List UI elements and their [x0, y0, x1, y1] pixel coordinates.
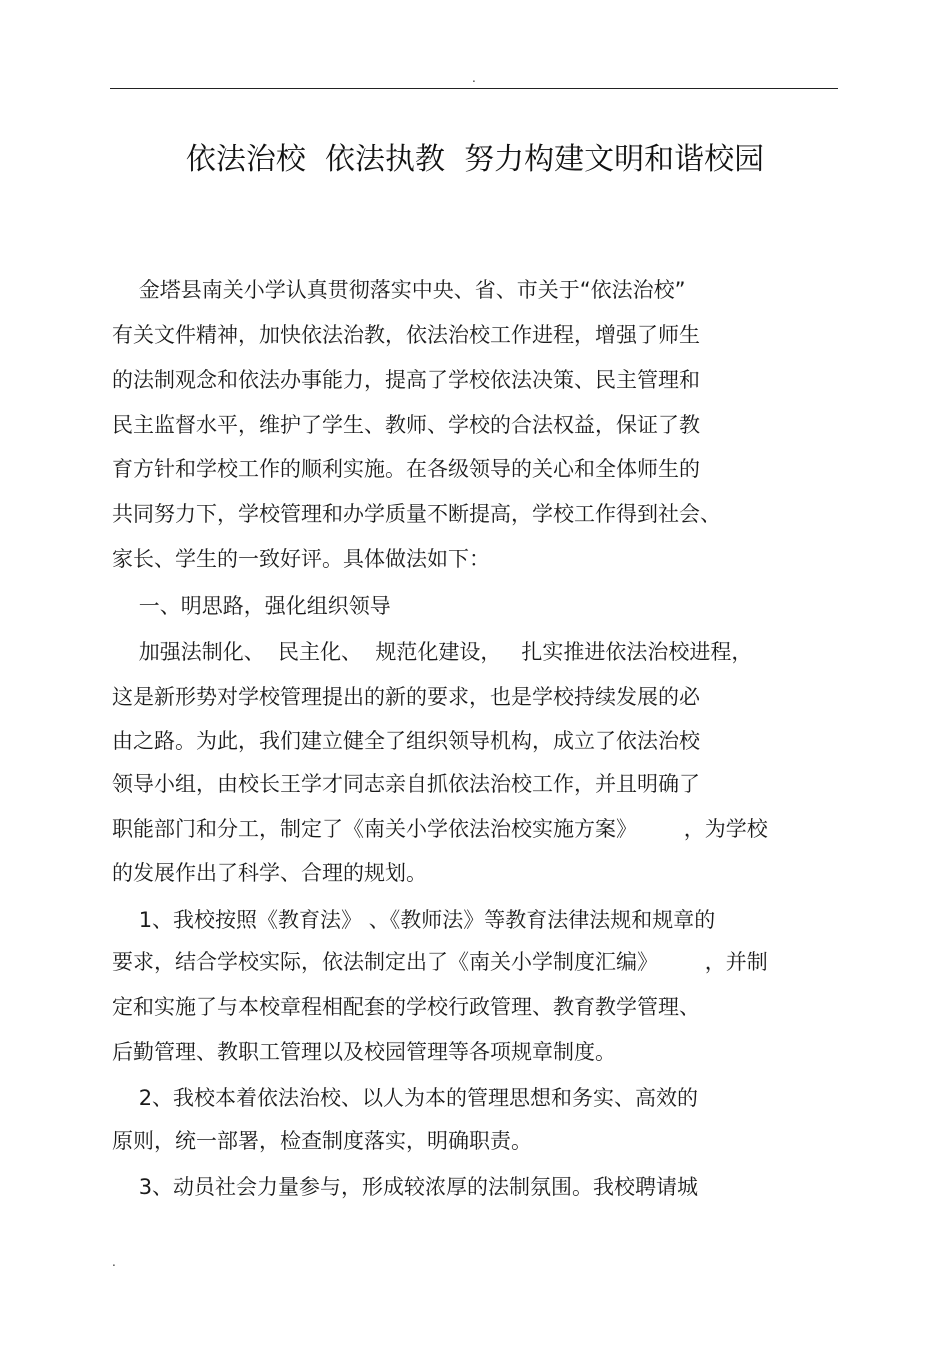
text-line: 职能部门和分工，制定了《南关小学依法治校实施方案》 ，为学校 — [112, 817, 768, 841]
text-line: 的发展作出了科学、合理的规划。 — [112, 861, 427, 885]
header-mark: . — [472, 71, 476, 85]
document-title: 依法治校 依法执教 努力构建文明和谐校园 — [185, 142, 765, 177]
text-line: 领导小组，由校长王学才同志亲自抓依法治校工作，并且明确了 — [112, 772, 700, 796]
text-line: 这是新形势对学校管理提出的新的要求，也是学校持续发展的必 — [112, 685, 700, 709]
text-line: 要求，结合学校实际，依法制定出了《南关小学制度汇编》 ，并制 — [112, 950, 768, 974]
text-line: 加强法制化、 民主化、 规范化建设， 扎实推进依法治校进程， — [112, 640, 753, 664]
text-line: 2、我校本着依法治校、以人为本的管理思想和务实、高效的 — [112, 1086, 699, 1110]
text-line: 原则，统一部署，检查制度落实，明确职责。 — [112, 1129, 532, 1153]
text-line: 的法制观念和依法办事能力，提高了学校依法决策、民主管理和 — [112, 368, 700, 392]
footer-mark: . — [112, 1255, 116, 1269]
text-line: 育方针和学校工作的顺利实施。在各级领导的关心和全体师生的 — [112, 457, 700, 481]
text-line: 3、动员社会力量参与，形成较浓厚的法制氛围。我校聘请城 — [112, 1175, 699, 1199]
text-line: 金塔县南关小学认真贯彻落实中央、省、市关于“依法治校” — [112, 278, 686, 302]
text-line: 民主监督水平，维护了学生、教师、学校的合法权益，保证了教 — [112, 413, 700, 437]
header-rule — [110, 88, 838, 89]
section-heading: 一、明思路，强化组织领导 — [112, 594, 391, 618]
text-line: 后勤管理、教职工管理以及校园管理等各项规章制度。 — [112, 1040, 616, 1064]
text-line: 定和实施了与本校章程相配套的学校行政管理、教育教学管理、 — [112, 995, 700, 1019]
text-line: 家长、学生的一致好评。具体做法如下： — [112, 547, 490, 571]
text-line: 有关文件精神，加快依法治教，依法治校工作进程，增强了师生 — [112, 323, 700, 347]
text-line: 共同努力下，学校管理和办学质量不断提高，学校工作得到社会、 — [112, 502, 721, 526]
text-line: 1、我校按照《教育法》 、《教师法》等教育法律法规和规章的 — [112, 908, 716, 932]
text-line: 由之路。为此，我们建立健全了组织领导机构，成立了依法治校 — [112, 729, 700, 753]
